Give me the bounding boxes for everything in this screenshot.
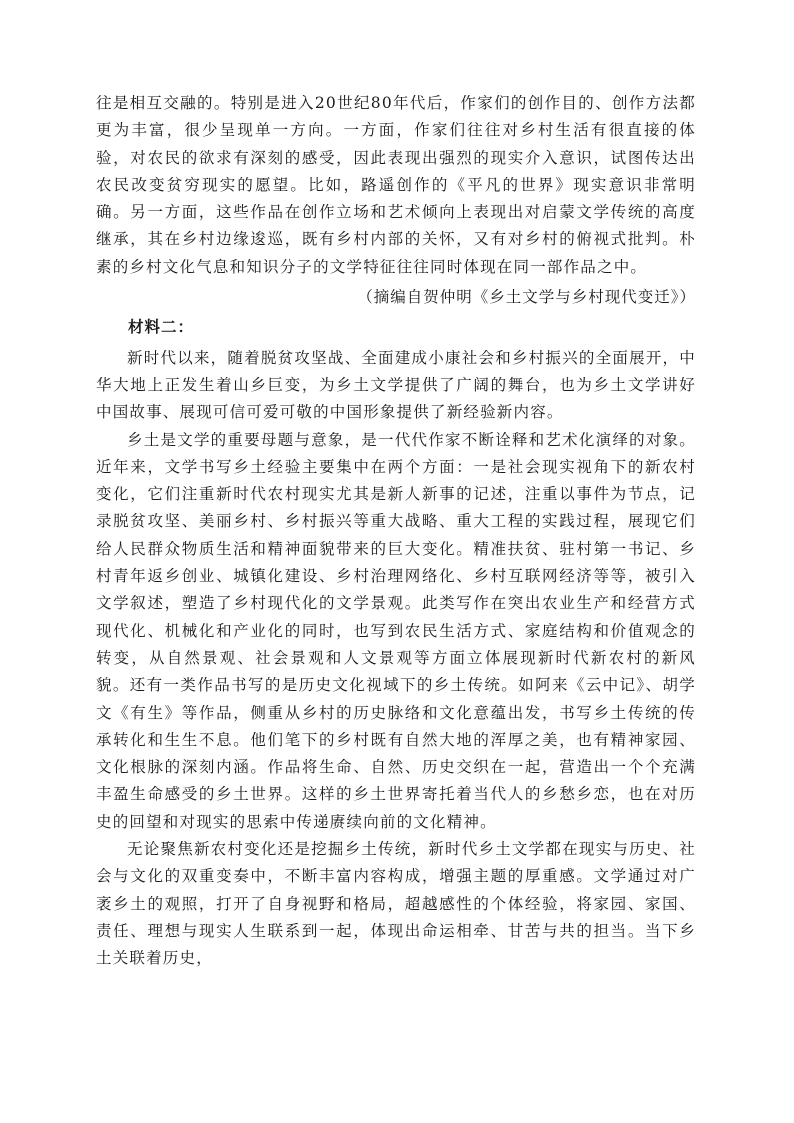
section-heading-material-2: 材料二：	[128, 318, 195, 337]
paragraph-continued: 往是相互交融的。特别是进入20世纪80年代后，作家们的创作目的、创作方法都更为丰富，很少呈现单一方向。一方面，作家们往往对乡村生活有很直接的体验，对农民的欲求有深刻的感受，因此表现出强烈的现实介入意识，试图传达出农民改变贫穷现实的愿望。比如，路遥创作的《平凡的世界》现实意识非常明确。另一方面，这些作品在创作立场和艺术倾向上表现出对启蒙文学传统的高度继承，其在乡村边缘逡巡，既有乡村内部的关怀，又有对乡村的俯视式批判。朴素的乡村文化气息和知识分子的文学特征往往同时体现在同一部作品之中。	[96, 94, 696, 276]
source-citation: （摘编自贺仲明《乡土文学与乡村现代变迁》）	[357, 288, 696, 307]
paragraph-rural-motif: 乡土是文学的重要母题与意象，是一代代作家不断诠释和艺术化演绎的对象。近年来，文学书写乡土经验主要集中在两个方面：一是社会现实视角下的新农村变化，它们注重新时代农村现实尤其是新人新事的记述，注重以事件为节点，记录脱贫攻坚、美丽乡村、乡村振兴等重大战略、重大工程的实践过程，展现它们给人民群众物质生活和精神面貌带来的巨大变化。精准扶贫、驻村第一书记、乡村青年返乡创业、城镇化建设、乡村治理网络化、乡村互联网经济等等，被引入文学叙述，塑造了乡村现代化的文学景观。此类写作在突出农业生产和经营方式现代化、机械化和产业化的同时，也写到农民生活方式、家庭结构和价值观念的转变，从自然景观、社会景观和人文景观等方面立体展现新时代新农村的新风貌。还有一类作品书写的是历史文化视域下的乡土传统。如阿来《云中记》、胡学文《有生》等作品，侧重从乡村的历史脉络和文化意蕴出发，书写乡土传统的传承转化和生生不息。他们笔下的乡村既有自然大地的浑厚之美，也有精神家园、文化根脉的深刻内涵。作品将生命、自然、历史交织在一起，营造出一个个充满丰盈生命感受的乡土世界。这样的乡土世界寄托着当代人的乡愁乡恋，也在对历史的回望和对现实的思索中传递赓续向前的文化精神。	[96, 430, 696, 831]
document-page	[96, 90, 696, 973]
paragraph-conclusion: 无论聚焦新农村变化还是挖掘乡土传统，新时代乡土文学都在现实与历史、社会与文化的双重变奏中，不断丰富内容构成，增强主题的厚重感。文学通过对广袤乡土的观照，打开了自身视野和格局，超越感性的个体经验，将家园、家国、责任、理想与现实人生联系到一起，体现出命运相牵、甘苦与共的担当。当下乡土关联着历史，	[96, 840, 696, 968]
paragraph-new-era: 新时代以来，随着脱贫攻坚战、全面建成小康社会和乡村振兴的全面展开，中华大地上正发生着山乡巨变，为乡土文学提供了广阔的舞台，也为乡土文学讲好中国故事、展现可信可爱可敬的中国形象提供了新经验新内容。	[96, 348, 696, 422]
